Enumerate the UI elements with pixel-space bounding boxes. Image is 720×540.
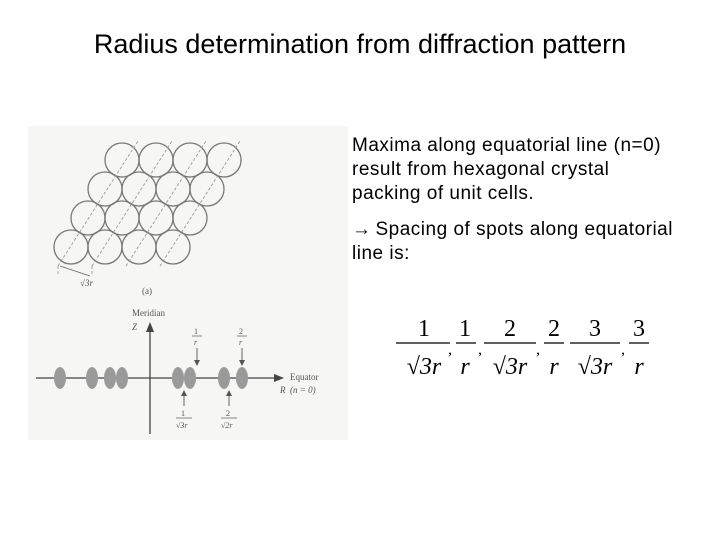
eq-term-4-den: r <box>549 354 559 380</box>
diffraction-figure-svg <box>28 126 348 440</box>
eq-term-2-den: r <box>460 354 470 380</box>
eq-term-3-den: √3r <box>492 354 528 380</box>
eq-term-1-den: √3r <box>406 354 442 380</box>
r-axis-label: R <box>280 385 286 395</box>
paragraph-maxima: Maxima along equatorial line (n=0) result from hexagonal crystal packing of unit cells. <box>352 135 662 204</box>
diffraction-spot <box>236 367 248 389</box>
paragraph-spacing <box>352 218 682 266</box>
equator-label: Equator <box>290 372 319 382</box>
slide-title: Radius determination from diffraction pattern <box>93 29 627 59</box>
bottom-marker-2-num: 2 <box>226 409 230 418</box>
top-marker-2-num: 2 <box>239 327 243 336</box>
top-marker-2-den: r <box>239 338 243 347</box>
bottom-marker-2-den: √2r <box>221 421 233 430</box>
eq-term-1-num: 1 <box>418 316 430 342</box>
diffraction-spot <box>86 367 98 389</box>
eq-separator: , <box>448 341 452 358</box>
diffraction-spot <box>54 367 66 389</box>
eq-separator: , <box>478 341 482 358</box>
diffraction-figure <box>28 126 348 440</box>
eq-term-6-num: 3 <box>633 316 645 342</box>
equation-svg <box>388 308 658 386</box>
eq-term-2-num: 1 <box>459 316 471 342</box>
diffraction-spot <box>104 367 116 389</box>
eq-separator: , <box>536 341 540 358</box>
eq-term-5-den: √3r <box>577 354 613 380</box>
z-axis-label: Z <box>132 322 138 332</box>
eq-term-3-num: 2 <box>504 316 516 342</box>
diffraction-spot <box>184 367 196 389</box>
diffraction-spot <box>172 367 184 389</box>
lattice-spacing-label: √3r <box>80 278 93 288</box>
top-marker-1-num: 1 <box>194 327 198 336</box>
meridian-label: Meridian <box>132 308 165 318</box>
diffraction-spot <box>116 367 128 389</box>
diffraction-spot <box>218 367 230 389</box>
bottom-marker-1-num: 1 <box>181 409 185 418</box>
top-marker-1-den: r <box>194 338 198 347</box>
eq-term-5-num: 3 <box>589 316 601 342</box>
eq-term-4-num: 2 <box>548 316 560 342</box>
n-label: (n = 0) <box>290 385 316 395</box>
paragraph-spacing-text: Spacing of spots along equatorial line is: <box>352 219 673 264</box>
bottom-marker-1-den: √3r <box>176 421 188 430</box>
panel-label: (a) <box>142 286 152 296</box>
eq-term-6-den: r <box>634 354 644 380</box>
arrow-right-icon: → <box>352 219 372 240</box>
body-text <box>352 134 682 278</box>
spacing-equation <box>388 308 658 386</box>
eq-separator: , <box>621 341 625 358</box>
